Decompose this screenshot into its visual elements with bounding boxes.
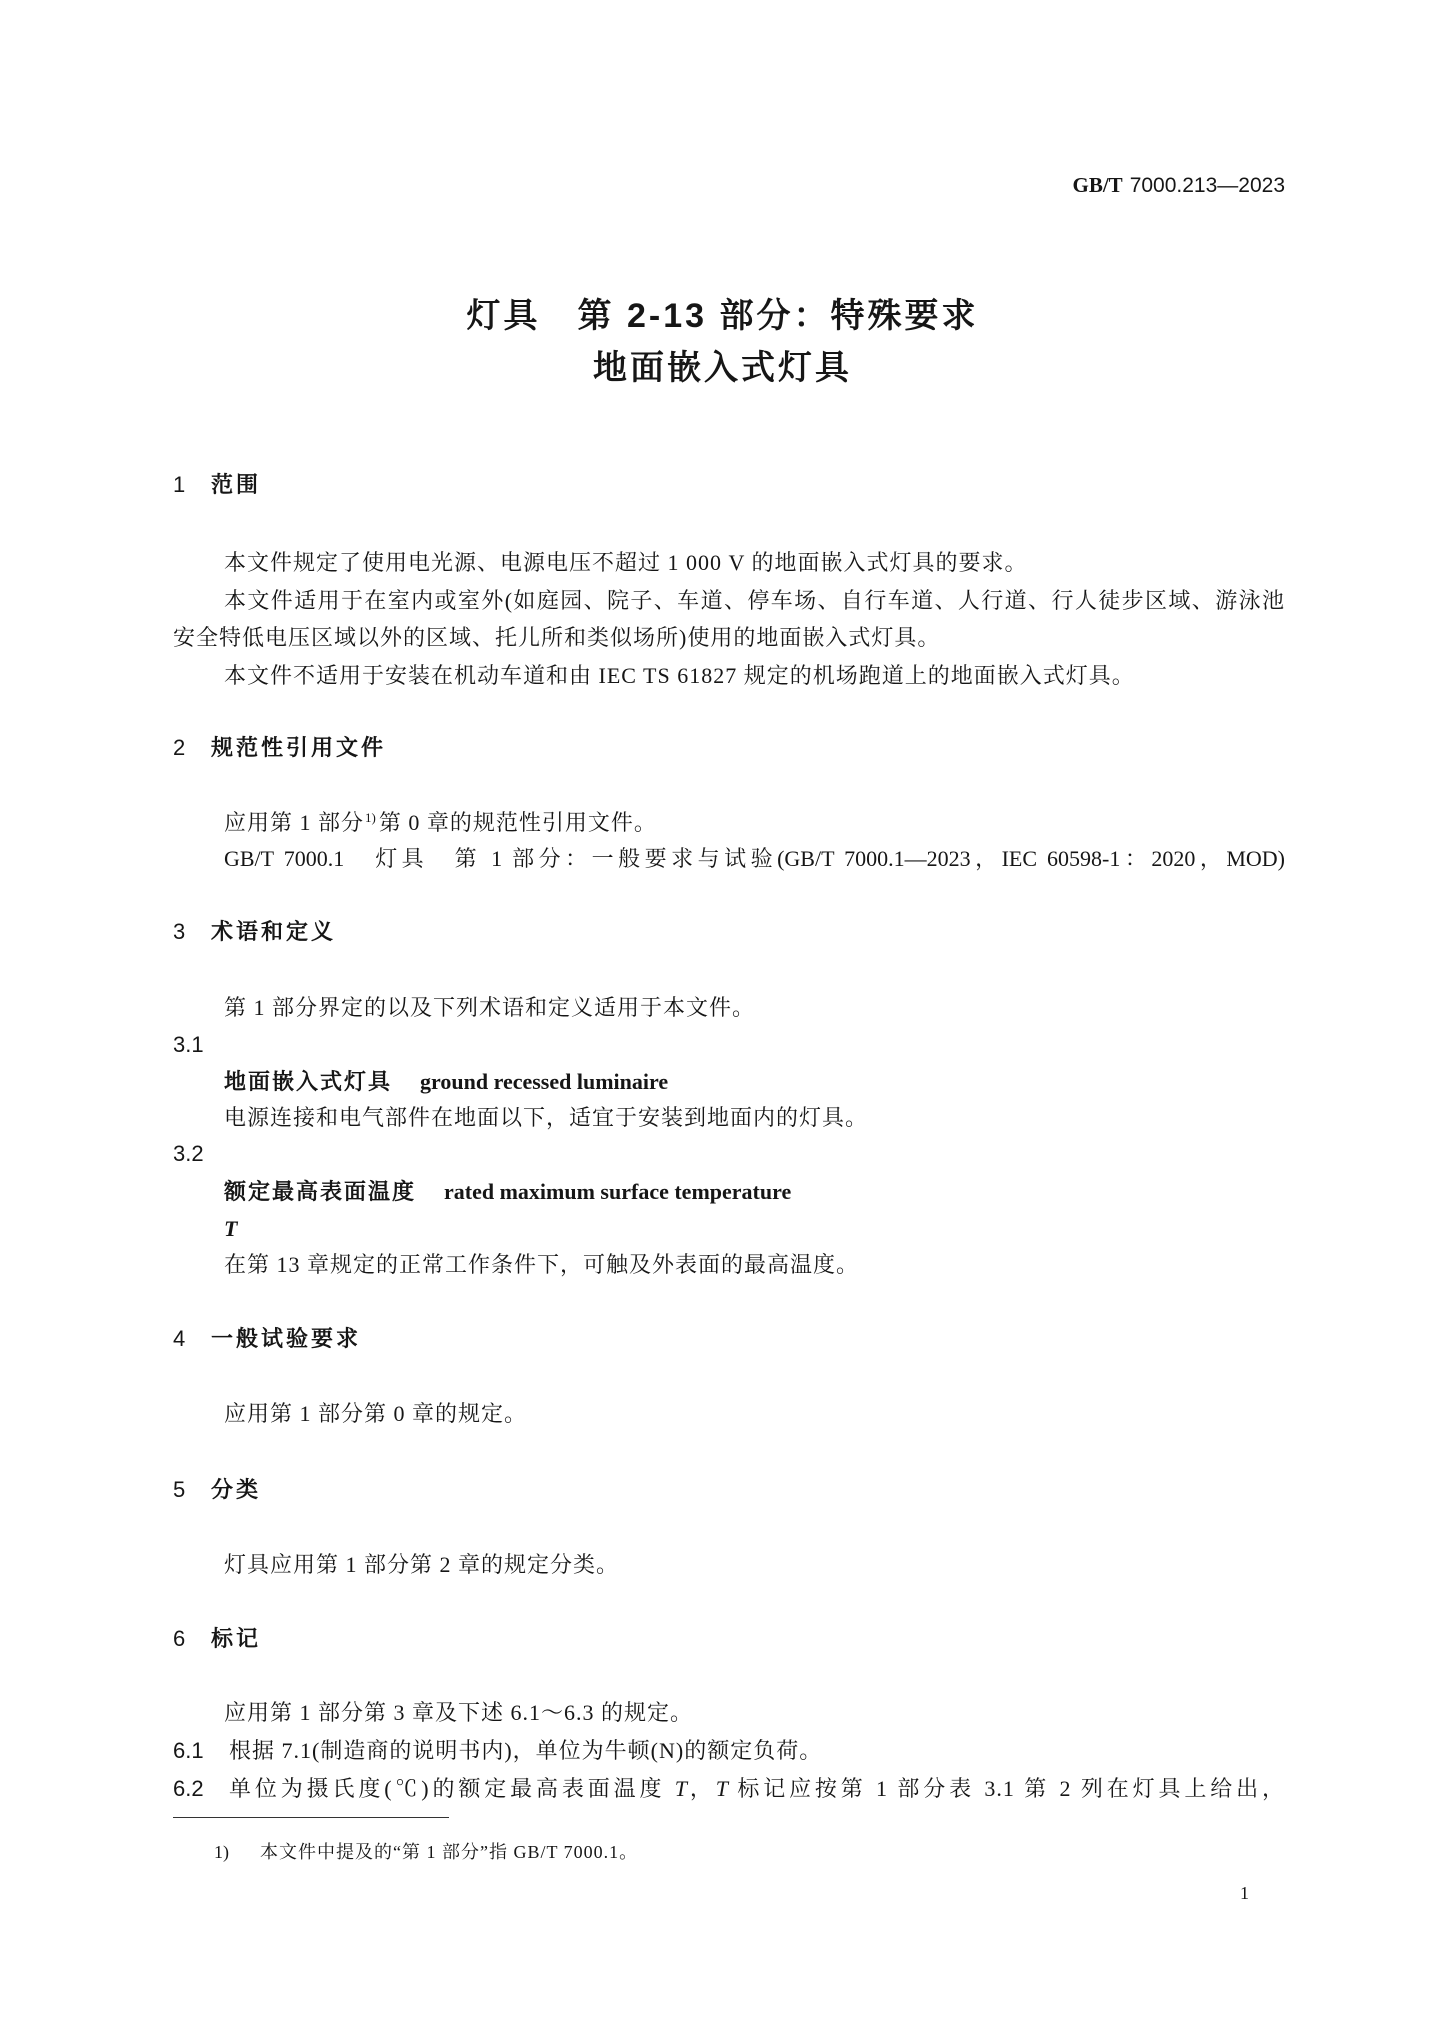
term-english: ground recessed luminaire <box>420 1069 669 1094</box>
term-chinese: 地面嵌入式灯具 <box>224 1069 393 1094</box>
section-heading-terms-definitions <box>173 917 336 947</box>
section-heading-classification <box>173 1475 261 1505</box>
footnote-text: 本文件中提及的“第 1 部分”指 GB/T 7000.1。 <box>260 1842 639 1862</box>
term-entry <box>224 1067 668 1097</box>
document-title-line-2: 地面嵌入式灯具 <box>593 349 852 387</box>
scope-paragraph-2-line-1: 本文件适用于在室内或室外(如庭园、院子、车道、停车场、自行车道、人行道、行人徒步区域、游泳池 <box>224 588 1285 613</box>
section-heading-general-test-requirements <box>173 1324 361 1354</box>
section-title: 术语和定义 <box>211 919 337 944</box>
section-number: 4 <box>173 1326 186 1351</box>
marking-paragraph: 应用第 1 部分第 3 章及下述 6.1～6.3 的规定。 <box>224 1700 694 1725</box>
term-definition: 电源连接和电气部件在地面以下，适宜于安装到地面内的灯具。 <box>224 1105 869 1130</box>
term-chinese: 额定最高表面温度 <box>224 1179 417 1204</box>
section-heading-normative-references <box>173 733 386 763</box>
section-title: 标记 <box>211 1626 262 1651</box>
temperature-symbol: T <box>674 1776 687 1801</box>
footnote-marker: 1) <box>214 1842 229 1862</box>
term-entry <box>224 1177 791 1207</box>
section-number: 2 <box>173 735 186 760</box>
normative-reference-entry: GB/T 7000.1 灯具 第 1 部分：一般要求与试验(GB/T 7000.1—2023，IEC 60598-1：2020，MOD) <box>224 846 1285 871</box>
clause-text: 根据 7.1(制造商的说明书内)，单位为牛顿(N)的额定负荷。 <box>229 1738 823 1763</box>
footnote-reference: 1) <box>365 809 376 825</box>
clause-separator: ， <box>686 1776 716 1801</box>
terms-intro-paragraph: 第 1 部分界定的以及下列术语和定义适用于本文件。 <box>224 995 756 1020</box>
section-title: 范围 <box>211 472 262 497</box>
classification-paragraph: 灯具应用第 1 部分第 2 章的规定分类。 <box>224 1552 620 1577</box>
section-number: 1 <box>173 472 186 497</box>
term-number: 3.1 <box>173 1032 204 1057</box>
section-heading-marking <box>173 1624 261 1654</box>
standard-prefix: GB/T <box>1072 173 1123 197</box>
term-english: rated maximum surface temperature <box>444 1179 792 1204</box>
document-title-line-1: 灯具 第 2-13 部分：特殊要求 <box>466 297 979 335</box>
section-title: 分类 <box>211 1477 262 1502</box>
general-test-paragraph: 应用第 1 部分第 0 章的规定。 <box>224 1401 528 1426</box>
footnote-divider <box>173 1817 449 1818</box>
footnote <box>214 1840 638 1864</box>
section-number: 6 <box>173 1626 186 1651</box>
term-symbol: T <box>224 1216 238 1241</box>
section-heading-scope <box>173 470 261 500</box>
clause-number: 6.1 <box>173 1738 204 1763</box>
term-number: 3.2 <box>173 1141 204 1166</box>
scope-paragraph-1: 本文件规定了使用电光源、电源电压不超过 1 000 V 的地面嵌入式灯具的要求。 <box>224 550 1028 575</box>
paragraph-text: 应用第 1 部分 <box>224 810 365 835</box>
paragraph-text: 第 0 章的规范性引用文件。 <box>378 810 657 835</box>
scope-paragraph-3: 本文件不适用于安装在机动车道和由 IEC TS 61827 规定的机场跑道上的地面嵌入式灯具。 <box>224 663 1135 688</box>
clause-text-part: 单位为摄氏度(℃)的额定最高表面温度 <box>229 1776 675 1801</box>
clause-number: 6.2 <box>173 1776 204 1801</box>
temperature-symbol: T <box>715 1776 728 1801</box>
section-number: 3 <box>173 919 186 944</box>
term-definition: 在第 13 章规定的正常工作条件下，可触及外表面的最高温度。 <box>224 1252 860 1277</box>
clause-text <box>229 1774 1285 1804</box>
section-number: 5 <box>173 1477 186 1502</box>
section-title: 规范性引用文件 <box>211 735 387 760</box>
page-number: 1 <box>1240 1883 1249 1903</box>
standard-code-header <box>1073 171 1286 200</box>
scope-paragraph-2-line-2: 安全特低电压区域以外的区域、托儿所和类似场所)使用的地面嵌入式灯具。 <box>173 625 941 650</box>
normative-references-paragraph <box>224 808 657 838</box>
standard-number: 7000.213—2023 <box>1129 174 1285 197</box>
clause-text-part: 标记应按第 1 部分表 3.1 第 2 列在灯具上给出， <box>727 1776 1285 1801</box>
section-title: 一般试验要求 <box>211 1326 362 1351</box>
